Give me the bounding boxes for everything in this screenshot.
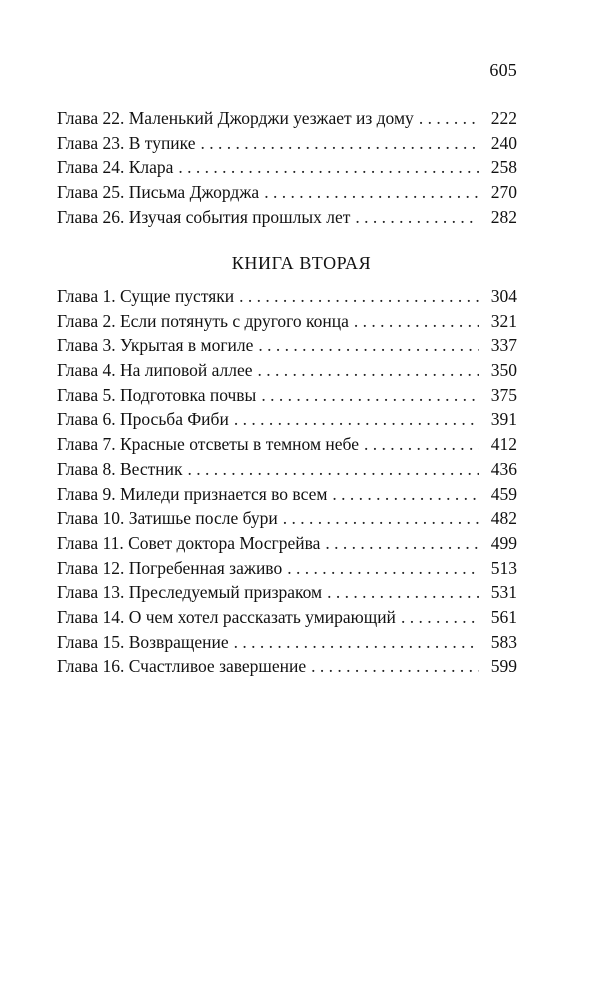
- toc-entry-title: Глава 11. Совет доктора Мосгрейва: [57, 532, 321, 553]
- toc-entry-page: 561: [490, 606, 517, 627]
- toc-entry-title: Глава 16. Счастливое завершение: [57, 656, 307, 677]
- toc-entry-title: Глава 15. Возвращение: [57, 631, 229, 652]
- toc-entry-page: 222: [490, 108, 517, 128]
- toc-entry: [57, 434, 517, 459]
- toc-entry: [57, 286, 517, 311]
- toc-dot-leader: [419, 108, 479, 129]
- toc-entry: [57, 335, 517, 360]
- toc-dot-leader: [239, 286, 479, 307]
- toc-entry-page: 337: [490, 335, 517, 356]
- toc-entry-page: 599: [490, 656, 517, 677]
- toc-entry-title: Глава 2. Если потянуть с другого конца: [57, 310, 349, 331]
- toc-dot-leader: [332, 484, 479, 505]
- toc-entry-page: 459: [490, 483, 517, 504]
- toc-entry-title: Глава 13. Преследуемый призраком: [57, 582, 323, 603]
- toc-dot-leader: [188, 459, 480, 480]
- toc-entry: [57, 508, 517, 533]
- toc-entry: [57, 311, 517, 336]
- toc-entry: [57, 533, 517, 558]
- toc-list-book-two: [57, 286, 517, 681]
- toc-entry-page: 583: [490, 631, 517, 652]
- toc-entry: [57, 207, 517, 232]
- toc-dot-leader: [234, 409, 479, 430]
- toc-entry-page: 513: [490, 557, 517, 578]
- page-number: 605: [489, 60, 517, 80]
- toc-entry-page: 240: [490, 132, 517, 153]
- toc-entry: [57, 182, 517, 207]
- toc-dot-leader: [327, 582, 479, 603]
- toc-entry-page: 321: [490, 310, 517, 331]
- toc-dot-leader: [401, 607, 479, 628]
- toc-entry-page: 270: [490, 182, 517, 203]
- toc-entry-title: Глава 4. На липовой аллее: [57, 360, 253, 381]
- toc-dot-leader: [178, 157, 479, 178]
- toc-entry-title: Глава 12. Погребенная заживо: [57, 557, 283, 578]
- toc-entry-page: 350: [490, 360, 517, 381]
- toc-entry-title: Глава 24. Клара: [57, 157, 174, 178]
- toc-entry: [57, 385, 517, 410]
- toc-entry-title: Глава 9. Миледи признается во всем: [57, 483, 328, 504]
- toc-list-book-one: [57, 108, 517, 231]
- toc-entry-page: 375: [490, 384, 517, 405]
- toc-entry-page: 436: [490, 458, 517, 479]
- toc-dot-leader: [261, 385, 479, 406]
- toc-dot-leader: [355, 207, 479, 228]
- toc-entry-title: Глава 8. Вестник: [57, 458, 183, 479]
- toc-dot-leader: [234, 632, 479, 653]
- toc-entry-page: 391: [490, 409, 517, 430]
- toc-entry-page: 258: [490, 157, 517, 178]
- toc-entry-page: 412: [490, 434, 517, 455]
- toc-entry-page: 304: [490, 286, 517, 306]
- toc-entry-title: Глава 5. Подготовка почвы: [57, 384, 257, 405]
- toc-entry-title: Глава 22. Маленький Джорджи уезжает из дому: [57, 108, 414, 128]
- toc-dot-leader: [201, 133, 479, 154]
- toc-entry: [57, 409, 517, 434]
- toc-dot-leader: [364, 434, 479, 455]
- toc-dot-leader: [264, 182, 479, 203]
- toc-dot-leader: [311, 656, 479, 677]
- toc-entry: [57, 558, 517, 583]
- toc-entry-page: 531: [490, 582, 517, 603]
- toc-entry: [57, 108, 517, 133]
- toc-entry-title: Глава 14. О чем хотел рассказать умирающий: [57, 606, 396, 627]
- toc-entry: [57, 656, 517, 681]
- toc-entry: [57, 360, 517, 385]
- toc-entry-title: Глава 26. Изучая события прошлых лет: [57, 206, 351, 227]
- toc-entry-page: 282: [490, 206, 517, 227]
- toc-entry-title: Глава 25. Письма Джорджа: [57, 182, 260, 203]
- toc-entry-title: Глава 3. Укрытая в могиле: [57, 335, 254, 356]
- toc-entry: [57, 484, 517, 509]
- toc-entry-page: 482: [490, 508, 517, 529]
- toc-entry: [57, 459, 517, 484]
- toc-entry: [57, 632, 517, 657]
- toc-entry: [57, 157, 517, 182]
- toc-dot-leader: [283, 508, 479, 529]
- toc-entry-title: Глава 6. Просьба Фиби: [57, 409, 229, 430]
- toc-dot-leader: [325, 533, 479, 554]
- toc-entry-title: Глава 7. Красные отсветы в темном небе: [57, 434, 359, 455]
- toc-dot-leader: [258, 360, 479, 381]
- toc-dot-leader: [287, 558, 479, 579]
- toc-entry: [57, 607, 517, 632]
- toc-entry-page: 499: [490, 532, 517, 553]
- toc-dot-leader: [354, 311, 479, 332]
- book-two-heading: КНИГА ВТОРАЯ: [231, 253, 372, 273]
- toc-dot-leader: [258, 335, 479, 356]
- toc-entry-title: Глава 10. Затишье после бури: [57, 508, 278, 529]
- toc-entry-title: Глава 1. Сущие пустяки: [57, 286, 235, 306]
- toc-entry: [57, 582, 517, 607]
- toc-entry: [57, 133, 517, 158]
- toc-entry-title: Глава 23. В тупике: [57, 132, 196, 153]
